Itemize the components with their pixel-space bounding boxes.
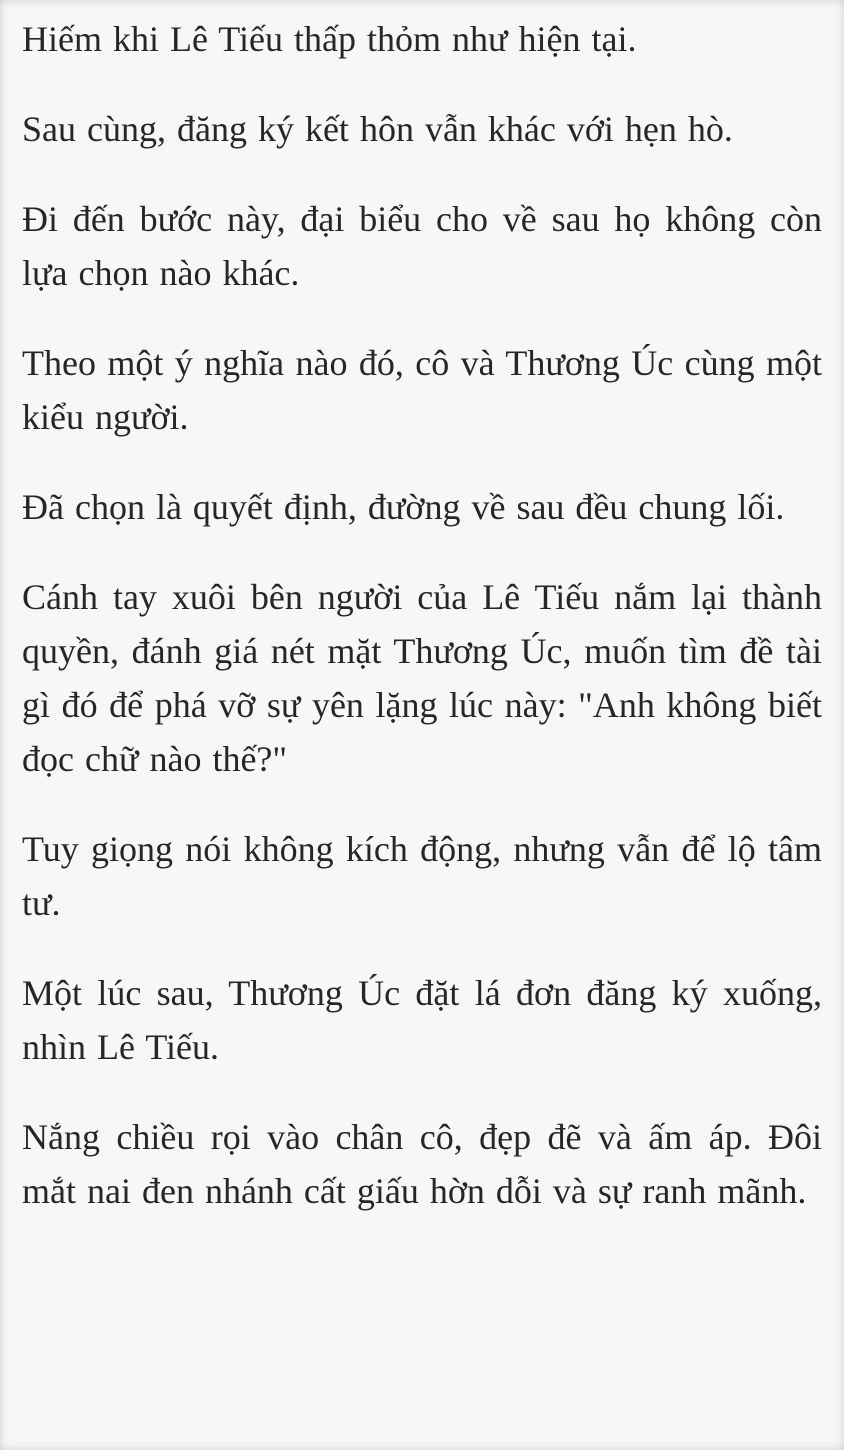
paragraph: Tuy giọng nói không kích động, nhưng vẫn để lộ tâm tư. [22,829,822,923]
paragraph: Cánh tay xuôi bên người của Lê Tiếu nắm lại thành quyền, đánh giá nét mặt Thương Úc, muốn tìm đề tài gì đó để phá vỡ sự yên lặng lúc này: "Anh không biết đọc chữ nào thế?" [22,577,822,779]
paragraph: Theo một ý nghĩa nào đó, cô và Thương Úc cùng một kiểu người. [22,343,822,437]
paragraph: Hiếm khi Lê Tiếu thấp thỏm như hiện tại. [22,19,637,59]
chapter-text [22,12,822,1218]
paragraph: Đã chọn là quyết định, đường về sau đều chung lối. [22,487,785,527]
paragraph: Nắng chiều rọi vào chân cô, đẹp đẽ và ấm áp. Đôi mắt nai đen nhánh cất giấu hờn dỗi và sự ranh mãnh. [22,1117,822,1211]
paragraph: Một lúc sau, Thương Úc đặt lá đơn đăng ký xuống, nhìn Lê Tiếu. [22,973,822,1067]
paragraph: Sau cùng, đăng ký kết hôn vẫn khác với hẹn hò. [22,109,733,149]
paragraph: Đi đến bước này, đại biểu cho về sau họ không còn lựa chọn nào khác. [22,199,822,293]
